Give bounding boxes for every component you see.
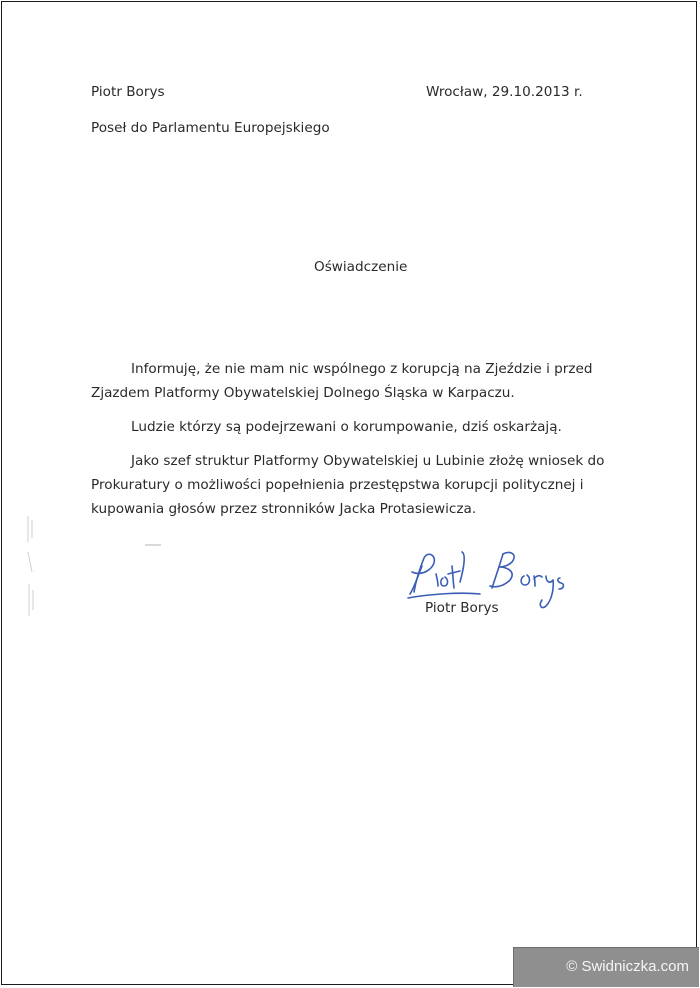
watermark-text: © Swidniczka.com <box>566 958 689 975</box>
paragraph-3-line-2: Prokuratury o możliwości popełnienia przestępstwa korupcji politycznej i <box>91 477 584 493</box>
paragraph-3-line-1: Jako szef struktur Platformy Obywatelskiej u Lubinie złożę wniosek do <box>131 453 605 469</box>
faint-scan-marks <box>24 512 38 622</box>
document-heading: Oświadczenie <box>314 259 408 275</box>
author-title: Poseł do Parlamentu Europejskiego <box>91 120 330 136</box>
watermark <box>513 947 699 987</box>
paragraph-2: Ludzie którzy są podejrzewani o korumpowanie, dziś oskarżają. <box>131 419 562 435</box>
document-date: Wrocław, 29.10.2013 r. <box>426 84 583 100</box>
signature-printed-name: Piotr Borys <box>425 600 499 616</box>
paragraph-1-line-2: Zjazdem Platformy Obywatelskiej Dolnego Śląska w Karpaczu. <box>91 385 515 401</box>
document-page <box>1 1 697 985</box>
scan-artifact <box>145 544 161 546</box>
paragraph-3-line-3: kupowania głosów przez stronników Jacka Protasiewicza. <box>91 501 477 517</box>
paragraph-1-line-1: Informuję, że nie mam nic wspólnego z korupcją na Zjeździe i przed <box>131 361 593 377</box>
author-name: Piotr Borys <box>91 84 165 100</box>
